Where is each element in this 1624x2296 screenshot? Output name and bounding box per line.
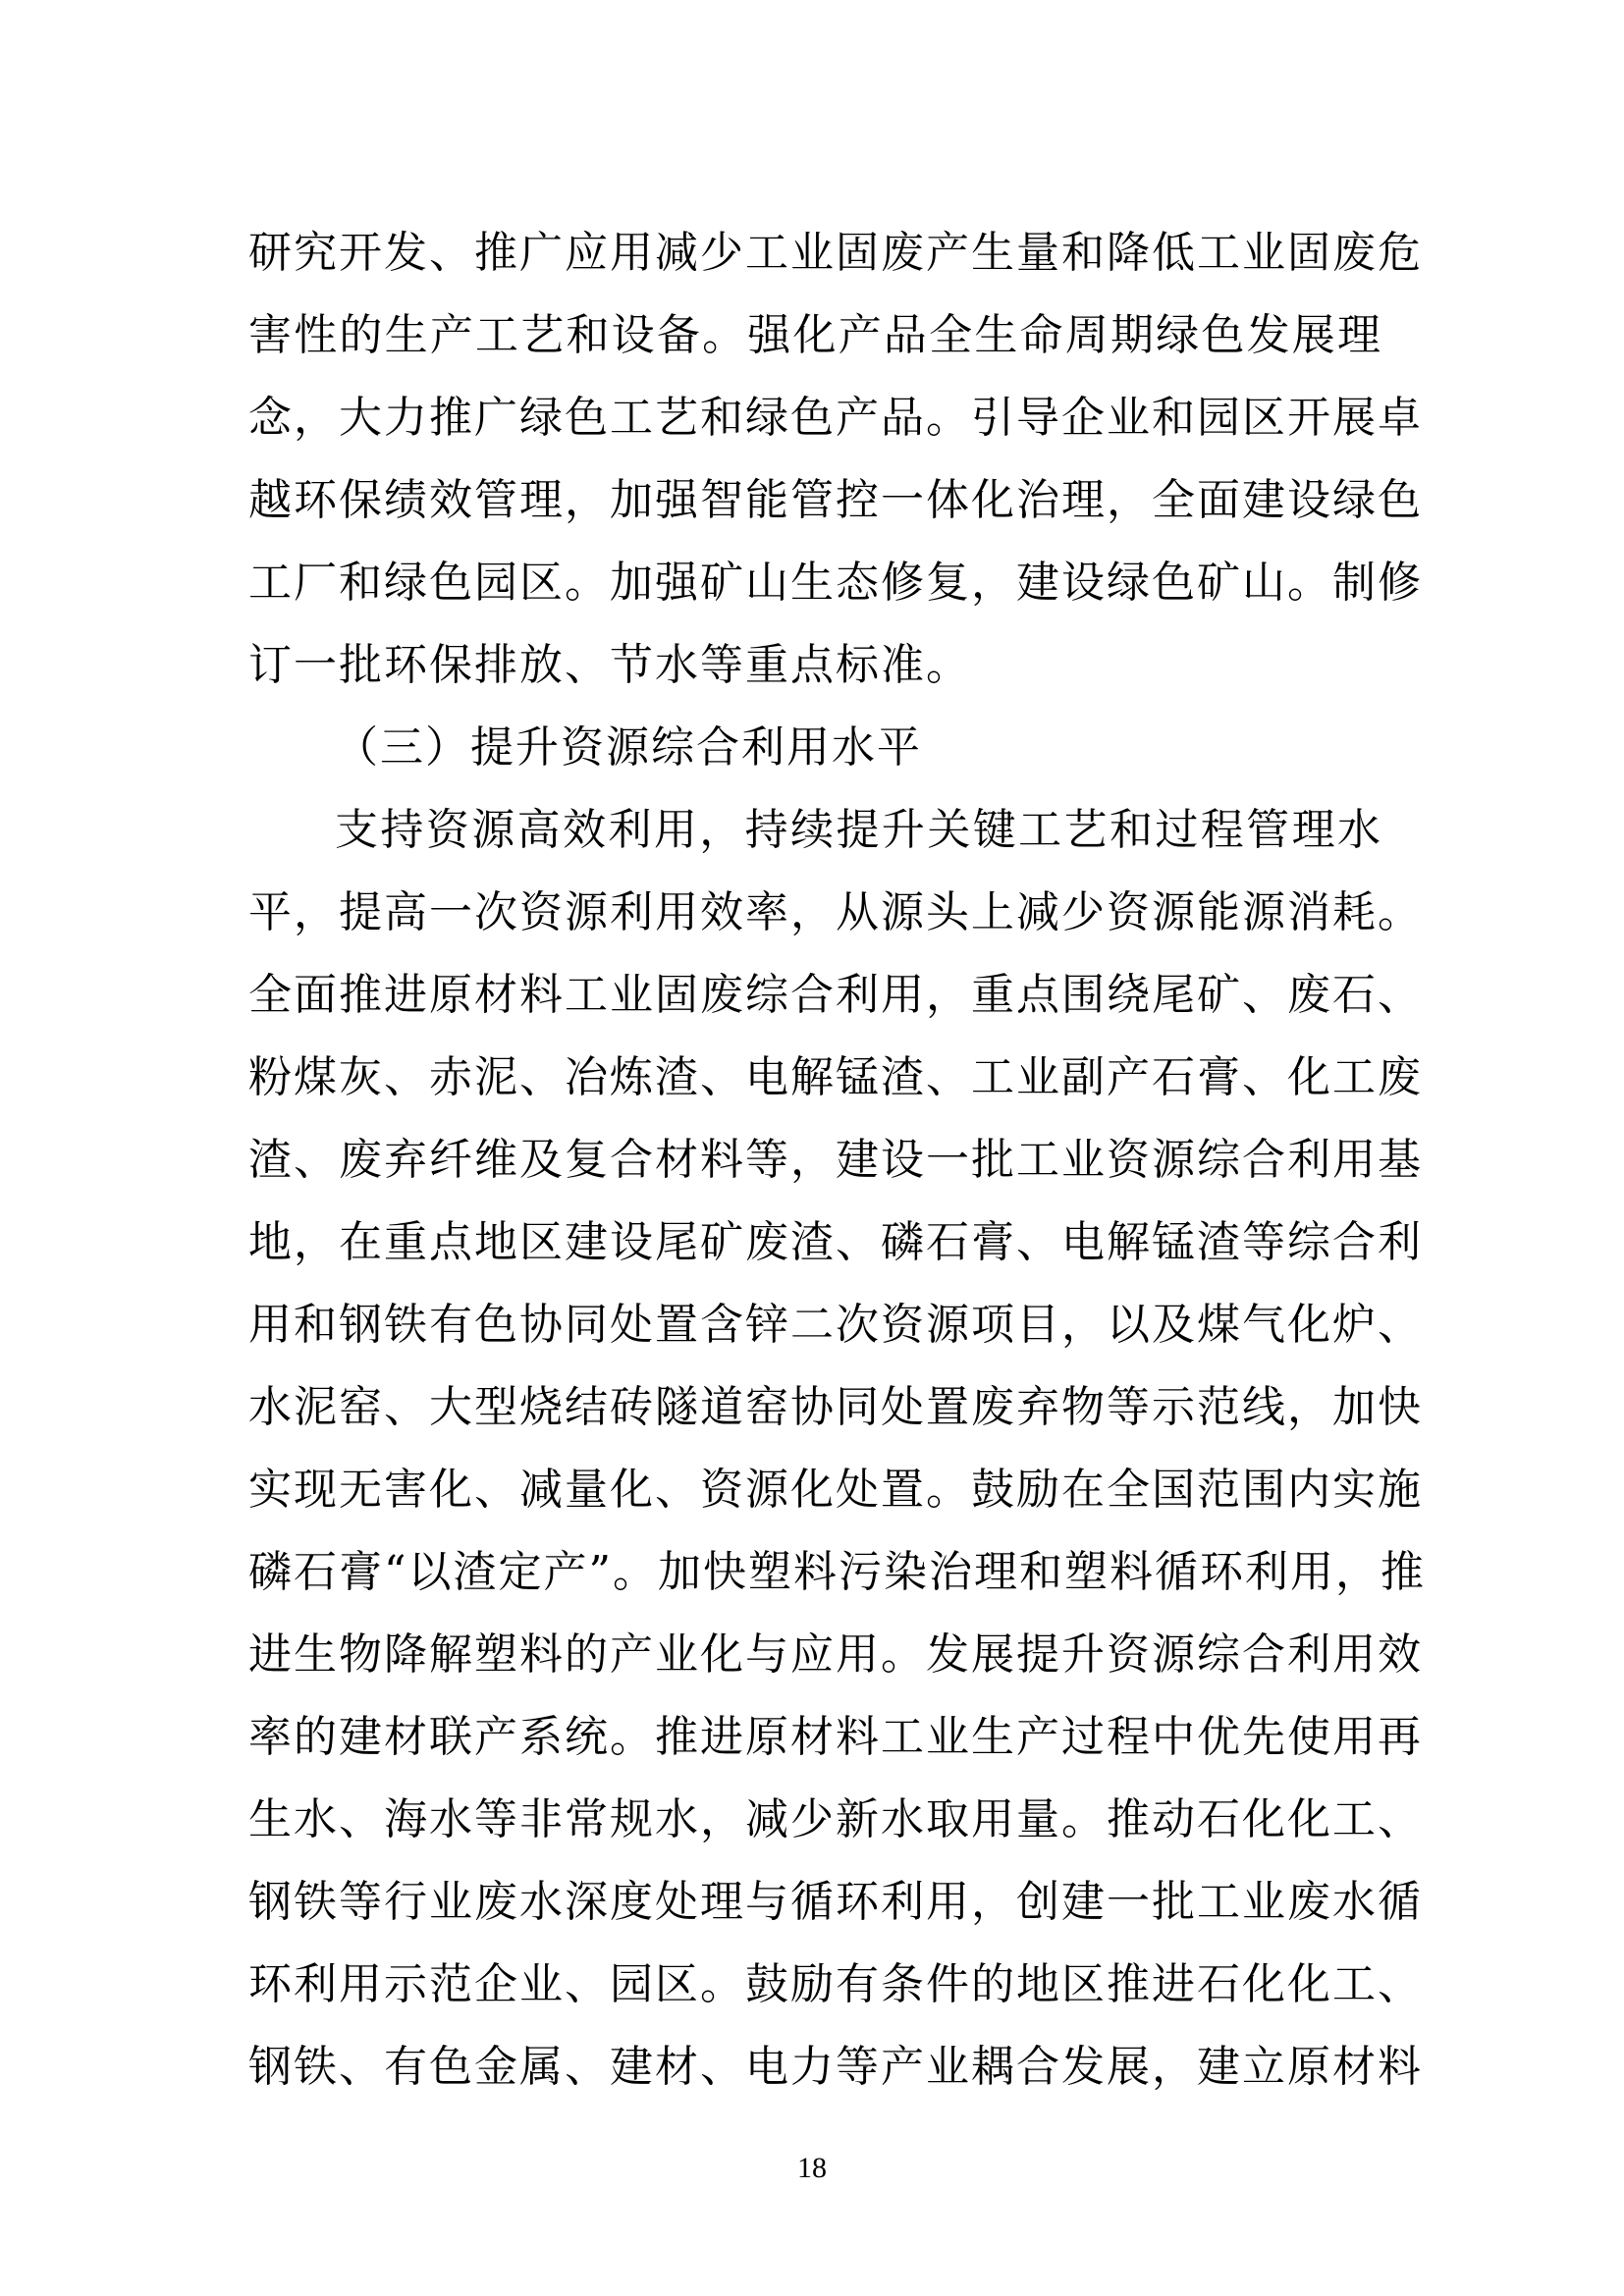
text-line: 支持资源高效利用，持续提升关键工艺和过程管理水	[335, 805, 1382, 855]
text-line: 粉煤灰、赤泥、冶炼渣、电解锰渣、工业副产石膏、化工废	[248, 1052, 1423, 1102]
section-heading: （三）提升资源综合利用水平	[335, 722, 922, 773]
text-line: 渣、废弃纤维及复合材料等，建设一批工业资源综合利用基	[248, 1135, 1423, 1185]
text-line: 工厂和绿色园区。加强矿山生态修复，建设绿色矿山。制修	[248, 558, 1423, 608]
page-number: 18	[797, 2152, 827, 2184]
text-line: 研究开发、推广应用减少工业固废产生量和降低工业固废危	[248, 228, 1423, 278]
text-line: 磷石膏“以渣定产”。加快塑料污染治理和塑料循环利用，推	[248, 1547, 1426, 1597]
text-line: 地，在重点地区建设尾矿废渣、磷石膏、电解锰渣等综合利	[248, 1217, 1423, 1267]
text-line: 生水、海水等非常规水，减少新水取用量。推动石化化工、	[248, 1794, 1423, 1844]
text-line: 实现无害化、减量化、资源化处置。鼓励在全国范围内实施	[248, 1465, 1423, 1515]
paragraph-1	[248, 212, 1423, 707]
text-line: 订一批环保排放、节水等重点标准。	[248, 640, 971, 690]
text-line: 用和钢铁有色协同处置含锌二次资源项目，以及煤气化炉、	[248, 1300, 1423, 1350]
page-body	[248, 212, 1426, 2109]
text-line: 害性的生产工艺和设备。强化产品全生命周期绿色发展理	[248, 310, 1382, 360]
text-line: 越环保绩效管理，加强智能管控一体化治理，全面建设绿色	[248, 475, 1423, 525]
text-line: 进生物降解塑料的产业化与应用。发展提升资源综合利用效	[248, 1629, 1423, 1680]
paragraph-2	[248, 789, 1426, 2109]
text-line: 钢铁、有色金属、建材、电力等产业耦合发展，建立原材料	[248, 2042, 1423, 2092]
text-line: 念，大力推广绿色工艺和绿色产品。引导企业和园区开展卓	[248, 393, 1423, 443]
text-line: 平，提高一次资源利用效率，从源头上减少资源能源消耗。	[248, 887, 1423, 937]
text-line: 率的建材联产系统。推进原材料工业生产过程中优先使用再	[248, 1712, 1423, 1762]
text-line: 环利用示范企业、园区。鼓励有条件的地区推进石化化工、	[248, 1959, 1423, 2009]
text-line: 钢铁等行业废水深度处理与循环利用，创建一批工业废水循	[248, 1877, 1423, 1927]
text-line: 水泥窑、大型烧结砖隧道窑协同处置废弃物等示范线，加快	[248, 1382, 1423, 1432]
text-line: 全面推进原材料工业固废综合利用，重点围绕尾矿、废石、	[248, 970, 1423, 1020]
